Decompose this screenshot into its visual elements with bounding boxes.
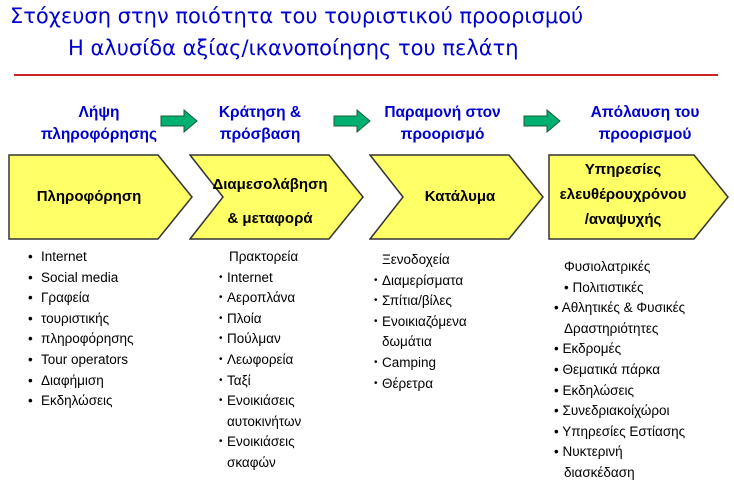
list-item: • Πολιτιστικές	[564, 279, 644, 295]
list-item: • Ενοικιάσεις	[219, 432, 359, 453]
stage-heading-3	[365, 102, 520, 146]
list-item: • Camping	[374, 353, 524, 374]
list-item: • Internet	[219, 268, 359, 289]
list-item-continued: αυτοκινήτων	[227, 413, 302, 429]
list-item: • Πούλμαν	[219, 329, 359, 350]
chevron-4-line-3: /αναψυχής	[584, 211, 662, 228]
list-item-continued: • πληροφόρησης	[28, 329, 188, 350]
list-item: • Νυκτερινή	[554, 444, 623, 460]
arrow-right-icon	[523, 108, 561, 134]
list-item: Ξενοδοχεία	[382, 252, 450, 267]
chevron-label-2	[196, 168, 344, 236]
list-item: • Υπηρεσίες Εστίασης	[554, 423, 686, 439]
list-item-continued: δωμάτια	[382, 334, 432, 350]
list-item: • Tour operators	[28, 350, 188, 371]
list-accommodation	[374, 250, 524, 394]
list-item: • Internet	[28, 247, 188, 268]
stage-1-line-1: Λήψη	[78, 104, 120, 121]
stage-2-line-2: πρόσβαση	[219, 126, 301, 143]
chevron-4-line-2: ελευθέρουχρόνου	[559, 186, 687, 203]
list-item-continued: • τουριστικής	[28, 309, 188, 330]
list-item: Φυσιολατρικές	[564, 259, 651, 274]
list-item: • Θέρετρα	[374, 374, 524, 395]
list-item: • Ταξί	[219, 371, 359, 392]
list-item: • Συνεδριακοίχώροι	[554, 403, 670, 419]
chevron-3-line-1: Κατάλυμα	[424, 188, 496, 205]
chevron-4-line-1: Υπηρεσίες	[584, 161, 662, 178]
list-item: • Εκδηλώσεις	[554, 382, 635, 398]
stage-3-line-1: Παραμονή στον	[384, 104, 501, 121]
stage-2-line-1: Κράτηση &	[218, 104, 302, 121]
list-item: • Γραφεία	[28, 288, 188, 309]
chevron-1-line-1: Πληροφόρηση	[36, 188, 142, 205]
list-item: • Αθλητικές & Φυσικές	[554, 300, 686, 316]
list-information	[28, 247, 188, 412]
list-item: • Εκδηλώσεις	[28, 391, 188, 412]
chevron-label-4	[548, 157, 698, 232]
chevron-2-line-2: & μεταφορά	[227, 210, 313, 227]
stage-heading-2	[185, 102, 335, 146]
list-item: • Διαμερίσματα	[374, 271, 524, 292]
chevron-2-line-1: Διαμεσολάβηση	[212, 176, 328, 193]
list-item: • Ενοικιάσεις	[219, 391, 359, 412]
list-item-continued: διασκέδαση	[564, 464, 635, 480]
stage-3-line-2: προορισμό	[400, 126, 485, 143]
stage-heading-1	[14, 102, 184, 146]
list-item: • Αεροπλάνα	[219, 288, 359, 309]
title-line-2: Η αλυσίδα αξίας/ικανοποίησης του πελάτη	[68, 36, 519, 60]
title-divider	[14, 74, 718, 76]
title-line-1: Στόχευση στην ποιότητα του τουριστικού προορισμού	[10, 4, 584, 28]
stage-4-line-2: προορισμού	[598, 126, 692, 143]
list-item: Πρακτορεία	[229, 249, 299, 264]
stage-4-line-1: Απόλαυση του	[590, 104, 700, 121]
list-item: • Λεωφορεία	[219, 350, 359, 371]
list-item-continued: Δραστηριότητες	[564, 320, 659, 336]
list-item: • Ενοικιαζόμενα	[374, 312, 524, 333]
list-leisure	[554, 257, 732, 484]
list-item-continued: σκαφών	[227, 454, 276, 470]
chevron-label-1	[14, 186, 164, 208]
arrow-right-icon	[160, 108, 198, 134]
list-item: • Social media	[28, 268, 188, 289]
chevron-label-3	[395, 186, 525, 208]
list-item: • Σπίτια/βίλες	[374, 291, 524, 312]
arrow-right-icon	[333, 108, 371, 134]
stage-heading-4	[565, 102, 725, 146]
list-item: • Πλοία	[219, 309, 359, 330]
list-item: • Εκδρομές	[554, 341, 622, 357]
stage-1-line-2: πληροφόρησης	[40, 126, 158, 143]
list-item: • Θεματικά πάρκα	[554, 361, 661, 377]
list-transport	[219, 247, 359, 474]
list-item: • Διαφήμιση	[28, 371, 188, 392]
